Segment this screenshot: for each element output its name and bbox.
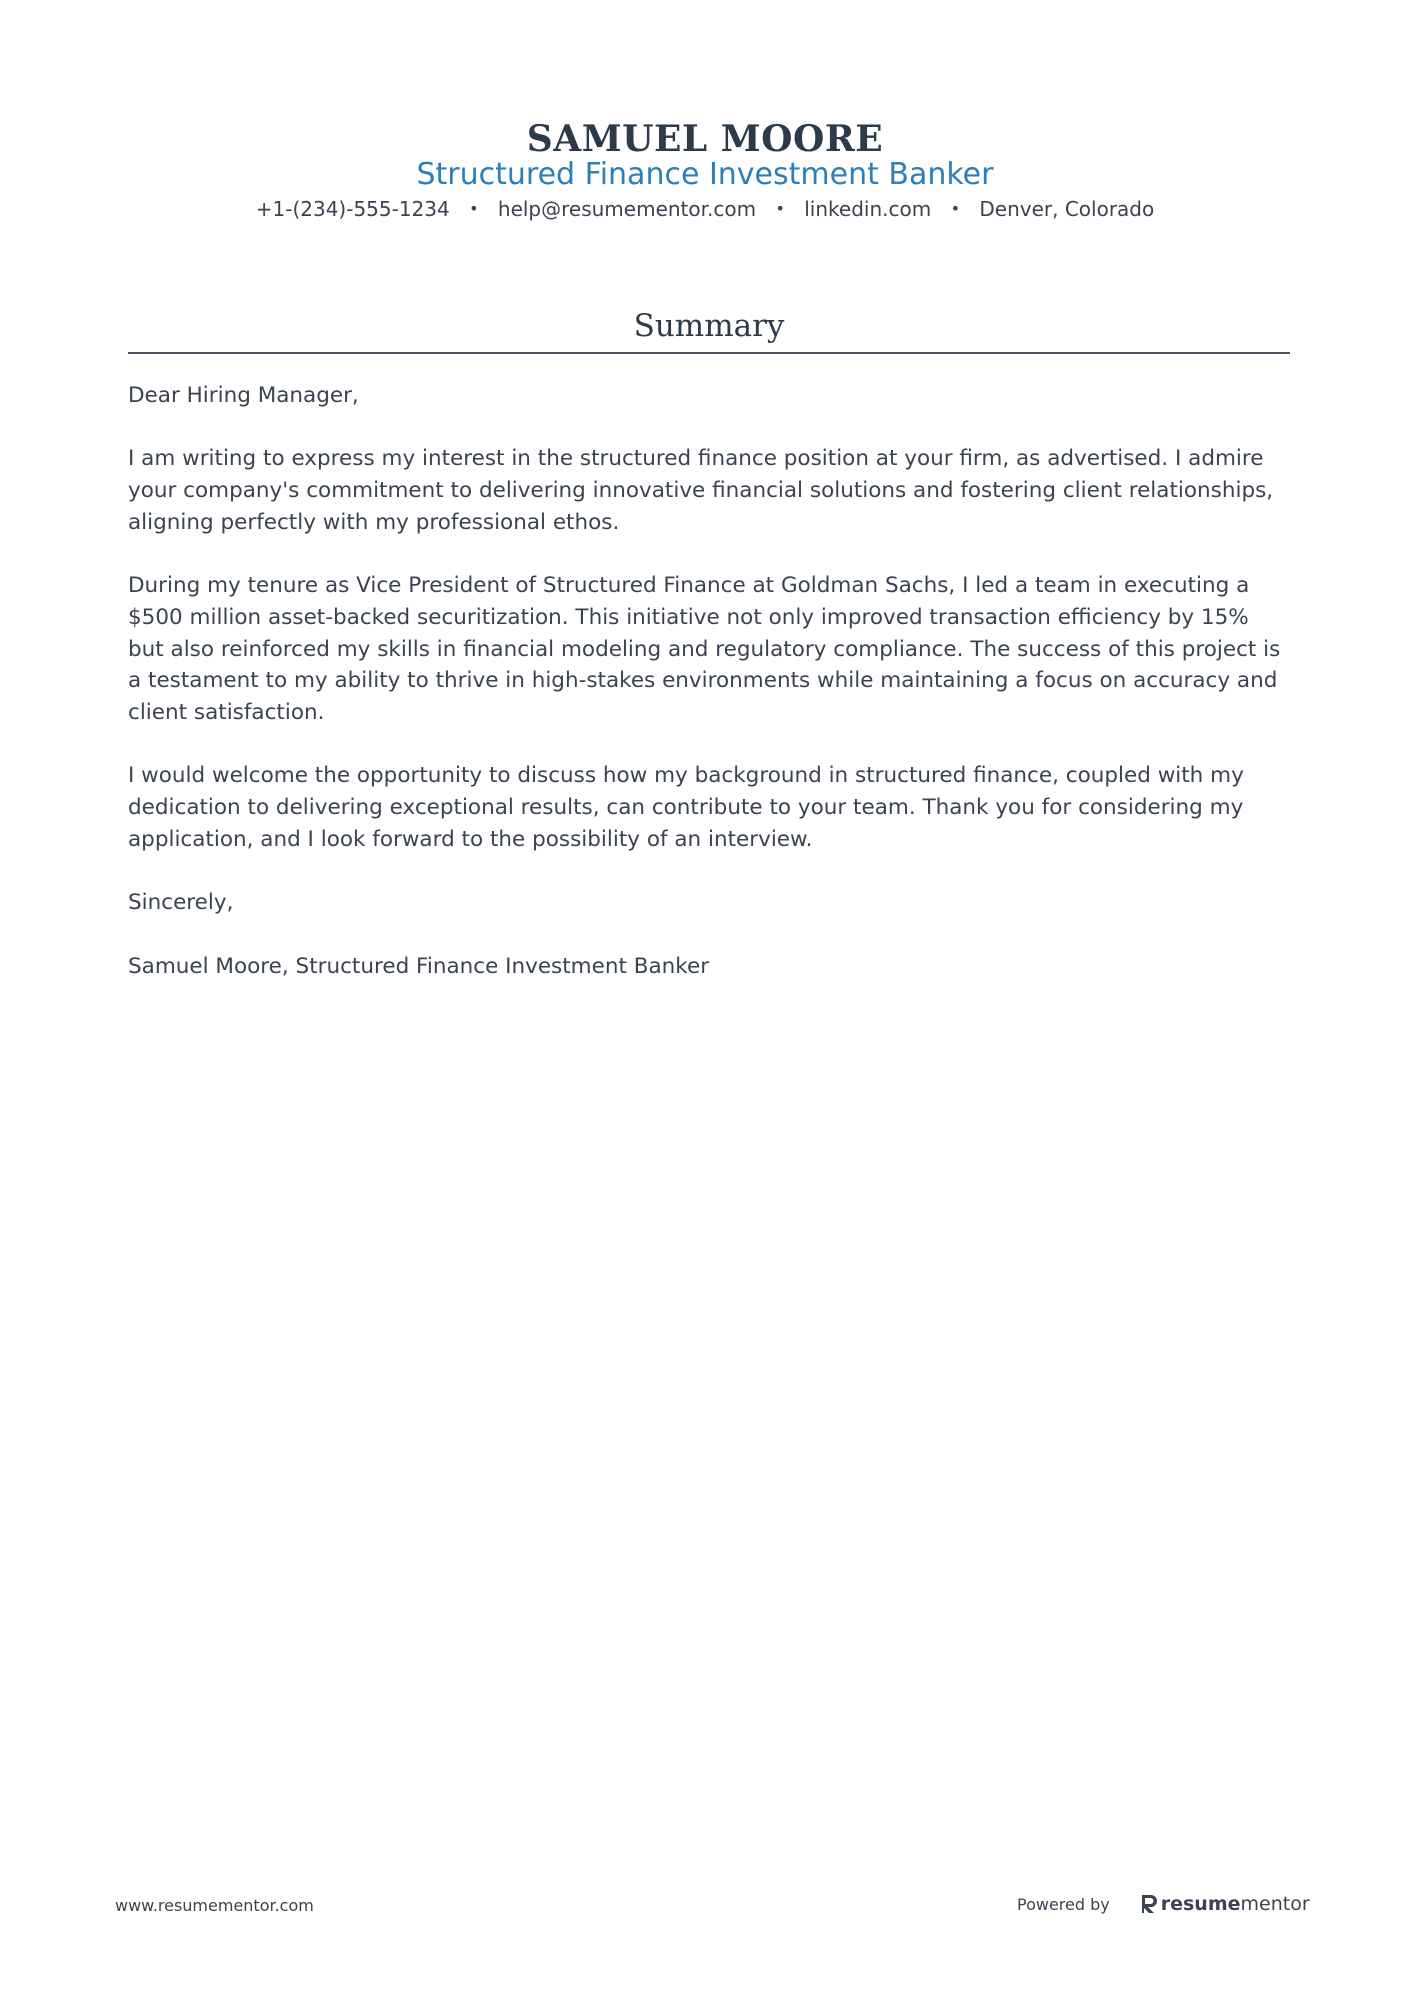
contact-separator: • bbox=[469, 199, 479, 218]
letter-signature: Samuel Moore, Structured Finance Investment Banker bbox=[128, 953, 710, 979]
job-title: Structured Finance Investment Banker bbox=[416, 157, 994, 192]
section-divider bbox=[128, 352, 1290, 354]
footer-branding bbox=[1017, 1890, 1310, 1918]
letter-paragraph: During my tenure as Vice President of Structured Finance at Goldman Sachs, I led a team in executing a $500 million asset-backed securitization. This initiative not only improved transaction efficiency by 15% but also reinforced my skills in financial modeling and regulatory compliance. The success of this project is a testament to my ability to thrive in high-stakes environments while maintaining a focus on accuracy and client satisfaction. bbox=[128, 573, 1281, 725]
contact-separator: • bbox=[775, 199, 785, 218]
header bbox=[0, 114, 1410, 224]
powered-by-label: Powered by bbox=[1017, 1894, 1110, 1914]
logo-text-bold: resume bbox=[1160, 1893, 1241, 1915]
contact-website[interactable]: linkedin.com bbox=[804, 197, 932, 221]
contact-email[interactable]: help@resumementor.com bbox=[497, 197, 757, 221]
section-title: Summary bbox=[633, 308, 785, 344]
logo-text-light: mentor bbox=[1240, 1893, 1310, 1915]
letter-greeting: Dear Hiring Manager, bbox=[128, 383, 359, 408]
contact-row bbox=[0, 194, 1410, 224]
contact-location: Denver, Colorado bbox=[979, 197, 1155, 221]
letter-paragraph: I would welcome the opportunity to discuss how my background in structured finance, coupled with my dedication to delivering exceptional results, can contribute to your team. Thank you for considering my application, and I look forward to the possibility of an interview. bbox=[128, 763, 1244, 852]
contact-phone: +1-(234)-555-1234 bbox=[255, 197, 450, 221]
resumementor-logo[interactable] bbox=[1140, 1893, 1310, 1915]
contact-separator: • bbox=[950, 199, 961, 218]
letter-closing: Sincerely, bbox=[128, 890, 234, 916]
letter-body bbox=[128, 380, 1290, 1014]
resumementor-logo-icon bbox=[1140, 1894, 1158, 1914]
footer-website[interactable]: www.resumementor.com bbox=[115, 1896, 314, 1915]
candidate-name: SAMUEL MOORE bbox=[526, 118, 884, 160]
letter-paragraph: I am writing to express my interest in the structured finance position at your firm, as advertised. I admire your company's commitment to delivering innovative financial solutions and fostering client relationships, aligning perfectly with my professional ethos. bbox=[128, 446, 1274, 535]
